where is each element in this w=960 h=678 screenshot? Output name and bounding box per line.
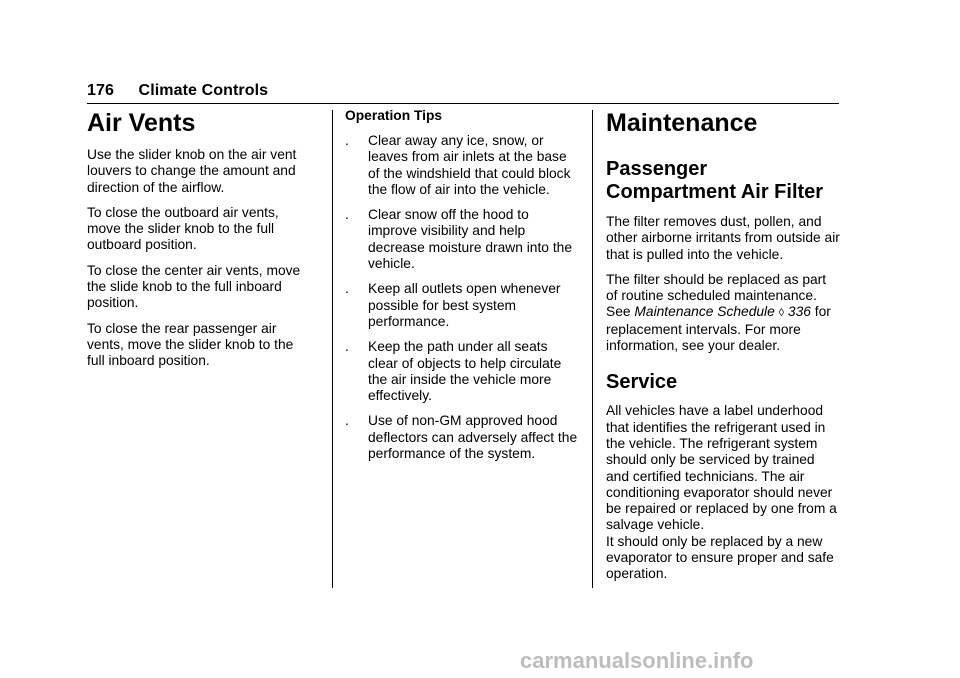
bullet-marker: .: [345, 133, 349, 148]
column-maintenance: [606, 108, 840, 592]
column-divider-1: [332, 110, 333, 588]
column-divider-2: [592, 110, 593, 588]
tip-text: Keep the path under all seats clear of objects to help circulate the air inside the vehicle more effectively.: [368, 339, 562, 404]
list-item: [345, 133, 580, 198]
column-air-vents: [87, 108, 312, 379]
paragraph: [606, 272, 840, 354]
air-vents-heading: Air Vents: [87, 109, 196, 137]
list-item: [345, 281, 580, 330]
bullet-marker: .: [345, 281, 349, 297]
watermark: carmanualsonline.info: [520, 648, 754, 673]
page-header: [87, 82, 268, 100]
tip-text: Use of non-GM approved hood deflectors can adversely affect the performance of the system.: [368, 413, 578, 462]
paragraph: The filter removes dust, pollen, and other airborne irritants from outside air that is pulled into the vehicle.: [606, 214, 840, 262]
bullet-marker: .: [345, 339, 349, 355]
service-heading: Service: [606, 371, 678, 394]
paragraph: To close the outboard air vents, move the slider knob to the full outboard position.: [87, 204, 279, 253]
paragraph-text: The filter should be replaced as part of routine scheduled maintenance. See: [606, 271, 827, 320]
maintenance-heading: Maintenance: [606, 109, 758, 137]
paragraph: All vehicles have a label underhood that identifies the refrigerant used in the vehicle. The refrigerant system should only be serviced by trained and certified technicians. The air conditioning evaporator should never be repaired or replaced by one from a salvage vehicle.: [606, 403, 837, 533]
header-rule: [87, 103, 839, 104]
tip-text: Keep all outlets open whenever possible for best system performance.: [368, 281, 561, 329]
bullet-marker: .: [345, 207, 349, 223]
tip-text: Clear snow off the hood to improve visibility and help decrease moisture drawn into the vehicle.: [368, 207, 572, 272]
list-item: [345, 339, 580, 404]
paragraph-text: for replacement intervals. For more information, see your dealer.: [606, 304, 831, 354]
page-reference-number[interactable]: 336: [787, 304, 811, 320]
section-title: Climate Controls: [138, 82, 269, 99]
maintenance-schedule-link[interactable]: Maintenance Schedule: [634, 304, 775, 320]
paragraph: Use the slider knob on the air vent louvers to change the amount and direction of the airflow.: [87, 147, 297, 195]
list-item: [345, 413, 580, 462]
bullet-marker: .: [345, 413, 349, 429]
list-item: [345, 207, 580, 272]
operation-tips-heading: Operation Tips: [345, 108, 443, 123]
air-filter-heading: Passenger Compartment Air Filter: [606, 158, 824, 203]
page-number: 176: [87, 82, 114, 99]
page-reference-icon: ◊: [778, 307, 785, 320]
paragraph: It should only be replaced by a new evaporator to ensure proper and safe operation.: [606, 533, 834, 582]
paragraph: To close the center air vents, move the slide knob to the full inboard position.: [87, 262, 301, 311]
paragraph: To close the rear passenger air vents, move the slider knob to the full inboard position.: [87, 320, 294, 369]
column-operation-tips: [345, 108, 580, 471]
tip-text: Clear away any ice, snow, or leaves from air inlets at the base of the windshield that could block the flow of air into the vehicle.: [368, 133, 571, 197]
